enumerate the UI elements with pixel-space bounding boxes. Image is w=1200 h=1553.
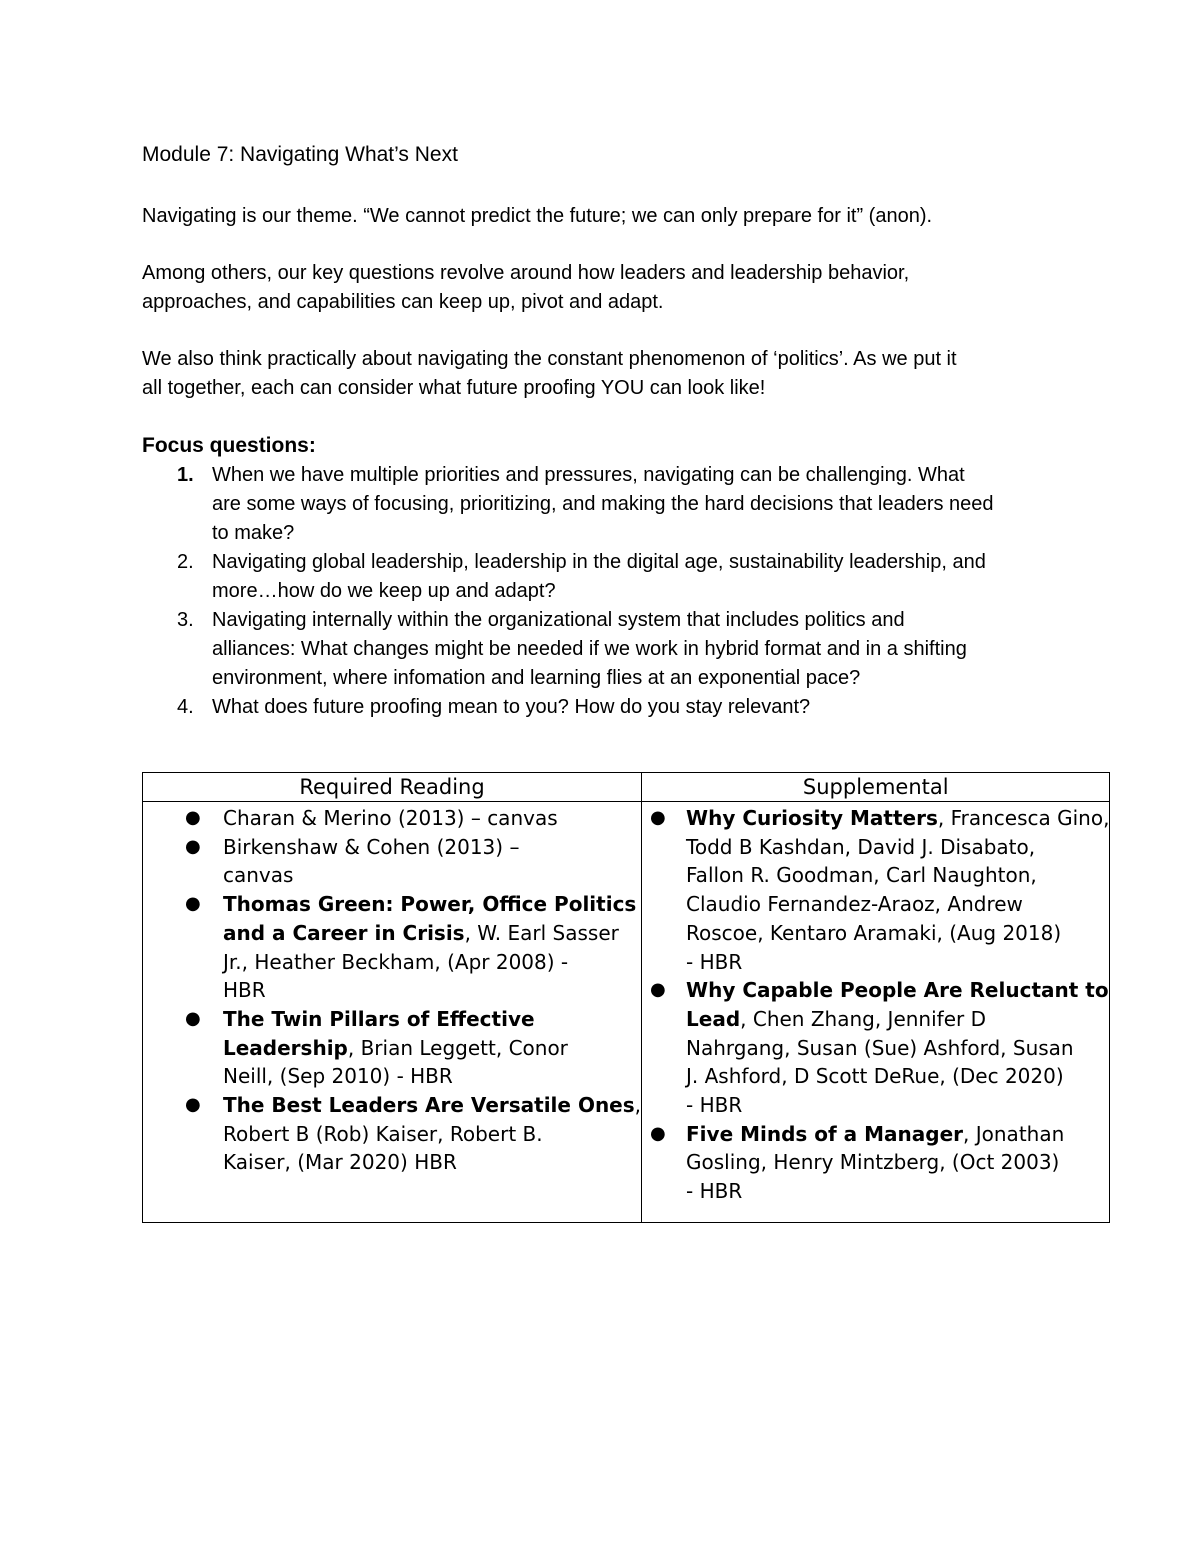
list-number: 2. <box>177 551 194 573</box>
required-reading-header: Required Reading <box>143 773 642 802</box>
required-reading-list <box>143 804 641 1177</box>
focus-question-line: Navigating global leadership, leadership in the digital age, sustainability leadership, and <box>212 551 986 573</box>
list-item <box>143 890 641 1005</box>
focus-question-item <box>142 548 1062 606</box>
reference-line <box>223 919 641 948</box>
reference-line <box>223 1034 641 1063</box>
article-title: Why Curiosity Matters <box>686 806 938 830</box>
reference-line <box>686 1034 1109 1063</box>
bullet-icon: ● <box>185 1094 201 1116</box>
focus-question-line: to make? <box>212 522 295 544</box>
list-number: 3. <box>177 609 194 631</box>
bullet-icon: ● <box>185 893 201 915</box>
reference-text: Todd B Kashdan, David J. Disabato, <box>686 834 1036 859</box>
reference-line <box>686 1062 1109 1091</box>
bullet-icon: ● <box>185 835 201 857</box>
reference-text: - HBR <box>686 1179 743 1204</box>
reference-line <box>686 976 1109 1005</box>
article-title: Five Minds of a Manager <box>686 1121 964 1146</box>
reference-line <box>686 1005 1109 1034</box>
reference-line <box>686 948 1109 977</box>
reference-text: Claudio Fernandez-Araoz, Andrew <box>686 892 1023 917</box>
reference-text: Gosling, Henry Mintzberg, (Oct 2003) <box>686 1150 1060 1175</box>
supplemental-cell <box>642 802 1110 1223</box>
reference-line <box>223 1005 641 1034</box>
supplemental-list <box>642 804 1109 1206</box>
reference-line <box>223 861 641 890</box>
reference-line <box>686 833 1109 862</box>
reference-text: Fallon R. Goodman, Carl Naughton, <box>686 863 1037 888</box>
bullet-icon: ● <box>185 807 201 828</box>
table-row <box>143 802 1110 1223</box>
focus-question-line: more…how do we keep up and adapt? <box>212 580 556 602</box>
article-title: and a Career in Crisis <box>223 920 465 945</box>
focus-question-line: What does future proofing mean to you? How do you stay relevant? <box>212 696 811 718</box>
reference-line <box>686 1120 1109 1149</box>
focus-question-line: When we have multiple priorities and pressures, navigating can be challenging. What <box>212 464 965 486</box>
focus-questions-list <box>142 461 1062 722</box>
reference-line <box>686 1148 1109 1177</box>
reference-text: Kaiser, (Mar 2020) HBR <box>223 1150 457 1175</box>
reference-text: Birkenshaw & Cohen (2013) – <box>223 834 520 859</box>
reference-line <box>223 1120 641 1149</box>
focus-question-line: alliances: What changes might be needed if we work in hybrid format and in a shifting <box>212 638 967 660</box>
list-item <box>143 1091 641 1177</box>
reference-text: - HBR <box>686 949 743 974</box>
focus-question-line: are some ways of focusing, prioritizing, and making the hard decisions that leaders need <box>212 493 994 515</box>
reference-text: Neill, (Sep 2010) - HBR <box>223 1064 453 1089</box>
document-body <box>142 140 1062 722</box>
reference-text: Jr., Heather Beckham, (Apr 2008) - <box>223 949 569 974</box>
reference-line <box>686 804 1109 833</box>
bullet-icon: ● <box>185 1007 201 1029</box>
list-number: 1. <box>177 464 194 486</box>
reference-line <box>223 948 641 977</box>
focus-question-item <box>142 606 1062 693</box>
table-header-row <box>143 773 1110 802</box>
bullet-icon: ● <box>650 1122 666 1144</box>
reference-line <box>223 1062 641 1091</box>
focus-questions-heading: Focus questions: <box>142 434 316 457</box>
list-item <box>143 833 641 890</box>
list-item <box>642 1120 1109 1206</box>
reference-line <box>686 1177 1109 1206</box>
reference-text: , W. Earl Sasser <box>464 920 619 945</box>
reference-text: Robert B (Rob) Kaiser, Robert B. <box>223 1121 543 1146</box>
article-title: Leadership <box>223 1035 348 1060</box>
required-reading-cell <box>143 802 642 1223</box>
page-title: Module 7: Navigating What’s Next <box>142 143 458 166</box>
reference-text: Roscoe, Kentaro Aramaki, (Aug 2018) <box>686 920 1062 945</box>
reference-line <box>686 919 1109 948</box>
article-title: The Twin Pillars of Effective <box>223 1006 535 1031</box>
politics-line: all together, each can consider what future proofing YOU can look like! <box>142 377 766 399</box>
reference-line <box>223 976 641 1005</box>
reference-text: HBR <box>223 978 266 1003</box>
key-questions-line: approaches, and capabilities can keep up, pivot and adapt. <box>142 291 664 313</box>
list-item <box>143 1005 641 1091</box>
readings-table <box>142 772 1110 1223</box>
intro-paragraph <box>142 202 1062 231</box>
focus-question-item <box>142 693 1062 722</box>
reference-line <box>686 1091 1109 1120</box>
politics-line: We also think practically about navigating the constant phenomenon of ‘politics’. As we put it <box>142 348 957 370</box>
bullet-icon: ● <box>650 807 666 828</box>
bullet-icon: ● <box>650 979 666 1001</box>
reference-text: , Brian Leggett, Conor <box>347 1035 568 1060</box>
reference-text: canvas <box>223 863 294 888</box>
focus-question-line: Navigating internally within the organizational system that includes politics and <box>212 609 905 631</box>
key-questions-line: Among others, our key questions revolve around how leaders and leadership behavior, <box>142 262 910 284</box>
reference-line <box>686 861 1109 890</box>
reference-text: , Francesca Gino, <box>937 806 1110 830</box>
article-title: The Best Leaders Are Versatile Ones <box>223 1093 635 1118</box>
article-title: Lead <box>686 1006 741 1031</box>
list-item <box>642 976 1109 1120</box>
list-item <box>143 804 641 833</box>
intro-line: Navigating is our theme. “We cannot predict the future; we can only prepare for it” (anon). <box>142 205 933 227</box>
reference-text: , Chen Zhang, Jennifer D <box>740 1006 986 1031</box>
list-number: 4. <box>177 696 194 718</box>
reference-line <box>223 804 641 833</box>
reference-line <box>223 833 641 862</box>
reference-text: , Jonathan <box>963 1121 1065 1146</box>
reference-line <box>686 890 1109 919</box>
politics-paragraph <box>142 345 1062 403</box>
article-title: Thomas Green: Power, Office Politics <box>223 892 637 917</box>
reference-text: Nahrgang, Susan (Sue) Ashford, Susan <box>686 1035 1074 1060</box>
reference-line <box>223 1148 641 1177</box>
article-title: Why Capable People Are Reluctant to <box>686 978 1109 1003</box>
reference-line <box>223 1091 641 1120</box>
reference-text: J. Ashford, D Scott DeRue, (Dec 2020) <box>686 1064 1064 1089</box>
reference-text: , <box>634 1093 642 1118</box>
key-questions-paragraph <box>142 259 1062 317</box>
list-item <box>642 804 1109 976</box>
reference-text: - HBR <box>686 1093 743 1118</box>
focus-question-item <box>142 461 1062 548</box>
focus-question-line: environment, where infomation and learning flies at an exponential pace? <box>212 667 861 689</box>
reference-text: Charan & Merino (2013) – canvas <box>223 806 558 830</box>
supplemental-header: Supplemental <box>642 773 1110 802</box>
reference-line <box>223 890 641 919</box>
